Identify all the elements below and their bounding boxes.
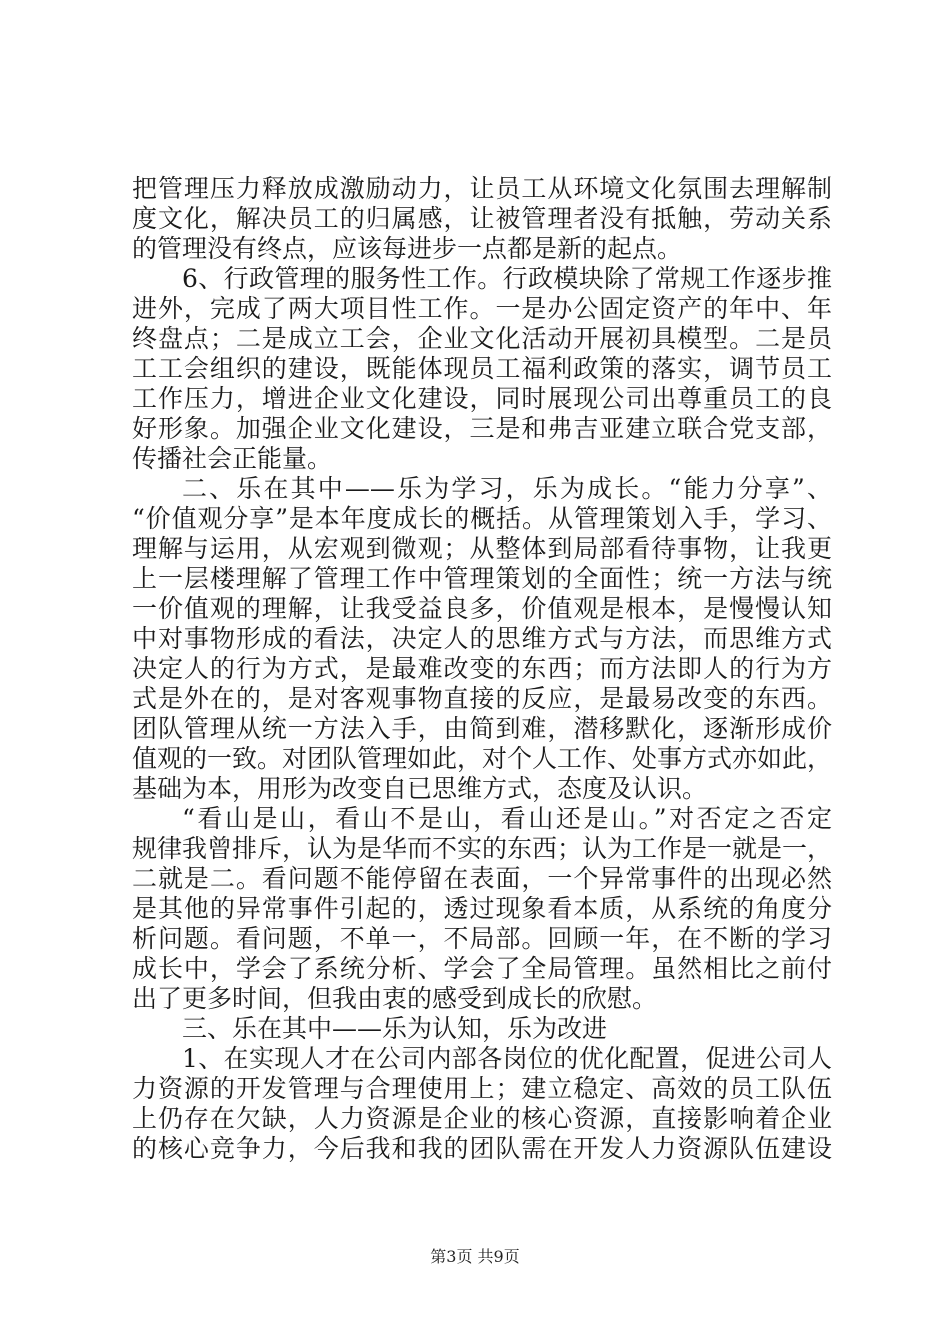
text-line: 式是外在的，是对客观事物直接的反应，是最易改变的东西。 bbox=[132, 684, 832, 713]
section-heading: 二、乐在其中——乐为学习，乐为成长。“能力分享”、 bbox=[182, 474, 832, 503]
text-line: “看山是山，看山不是山，看山还是山。”对否定之否定 bbox=[182, 804, 832, 833]
text-line: 基础为本，用形为改变自已思维方式，态度及认识。 bbox=[132, 774, 708, 803]
text-line: 的管理没有终点，应该每进步一点都是新的起点。 bbox=[132, 234, 683, 263]
text-line: 析问题。看问题，不单一，不局部。回顾一年，在不断的学习 bbox=[132, 924, 832, 953]
text-line: 团队管理从统一方法入手，由简到难，潜移默化，逐渐形成价 bbox=[132, 714, 832, 743]
text-line: 终盘点；二是成立工会，企业文化活动开展初具模型。二是员 bbox=[132, 324, 832, 353]
page-number: 第3页 共9页 bbox=[430, 1247, 520, 1266]
text-line: 的核心竞争力，今后我和我的团队需在开发人力资源队伍建设 bbox=[132, 1134, 832, 1163]
text-line: 上仍存在欠缺，人力资源是企业的核心资源，直接影响着企业 bbox=[132, 1104, 832, 1133]
text-line: 规律我曾排斥，认为是华而不实的东西；认为工作是一就是一， bbox=[132, 834, 833, 863]
text-line: 好形象。加强企业文化建设，三是和弗吉亚建立联合党支部， bbox=[132, 414, 832, 443]
text-line: 1、在实现人才在公司内部各岗位的优化配置，促进公司人 bbox=[182, 1044, 832, 1073]
section-heading: 三、乐在其中——乐为认知，乐为改进 bbox=[182, 1014, 608, 1043]
text-line: 把管理压力释放成激励动力，让员工从环境文化氛围去理解制 bbox=[132, 174, 832, 203]
text-line: 6、行政管理的服务性工作。行政模块除了常规工作逐步推 bbox=[182, 264, 832, 293]
text-line: 决定人的行为方式，是最难改变的东西；而方法即人的行为方 bbox=[132, 654, 832, 683]
text-line: 理解与运用，从宏观到微观；从整体到局部看待事物，让我更 bbox=[132, 534, 832, 563]
text-line: 工作压力，增进企业文化建设，同时展现公司出尊重员工的良 bbox=[132, 384, 832, 413]
text-line: 一价值观的理解，让我受益良多，价值观是根本，是慢慢认知 bbox=[132, 594, 832, 623]
body-text bbox=[132, 174, 832, 1164]
text-line: 成长中，学会了系统分析、学会了全局管理。虽然相比之前付 bbox=[132, 954, 832, 983]
text-line: 出了更多时间，但我由衷的感受到成长的欣慰。 bbox=[132, 984, 658, 1013]
text-line: 二就是二。看问题不能停留在表面，一个异常事件的出现必然 bbox=[132, 864, 832, 893]
text-line: 是其他的异常事件引起的，透过现象看本质，从系统的角度分 bbox=[132, 894, 832, 923]
text-line: 进外，完成了两大项目性工作。一是办公固定资产的年中、年 bbox=[132, 294, 832, 323]
text-line: 传播社会正能量。 bbox=[132, 444, 333, 473]
text-line: “价值观分享”是本年度成长的概括。从管理策划入手，学习、 bbox=[132, 504, 832, 533]
text-line: 上一层楼理解了管理工作中管理策划的全面性；统一方法与统 bbox=[132, 564, 832, 593]
text-line: 值观的一致。对团队管理如此，对个人工作、处事方式亦如此， bbox=[132, 744, 833, 773]
text-line: 中对事物形成的看法，决定人的思维方式与方法，而思维方式 bbox=[132, 624, 832, 653]
text-line: 度文化，解决员工的归属感，让被管理者没有抵触，劳动关系 bbox=[132, 204, 832, 233]
text-line: 力资源的开发管理与合理使用上；建立稳定、高效的员工队伍 bbox=[132, 1074, 832, 1103]
text-line: 工工会组织的建设，既能体现员工福利政策的落实，调节员工 bbox=[132, 354, 832, 383]
